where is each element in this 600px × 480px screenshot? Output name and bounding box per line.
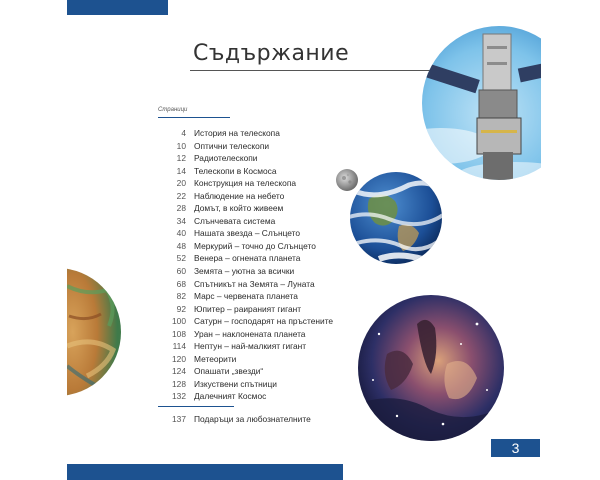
toc-page-number: 124 <box>172 366 186 377</box>
venus-image <box>67 266 123 398</box>
toc-page-number: 128 <box>172 378 186 389</box>
toc-title: Нашата звезда – Слънцето <box>194 228 301 239</box>
toc-entry[interactable] <box>158 252 358 265</box>
toc-page-number: 132 <box>172 391 186 402</box>
toc-title: Далечният Космос <box>194 391 267 402</box>
bottom-accent-bar <box>67 464 343 480</box>
toc-title: Наблюдение на небето <box>194 190 285 201</box>
pages-label-rule <box>158 117 230 118</box>
toc-entry[interactable] <box>158 190 358 203</box>
toc-title: Конструкция на телескопа <box>194 178 297 189</box>
page-title: Съдържание <box>193 41 350 66</box>
toc-title: Метеорити <box>194 353 237 364</box>
toc-entry[interactable] <box>158 202 358 215</box>
toc-title: Земята – уютна за всички <box>194 266 295 277</box>
toc-page-number: 10 <box>176 140 186 151</box>
toc-entry[interactable] <box>158 278 358 291</box>
toc-entry[interactable] <box>158 240 358 253</box>
toc-page-number: 60 <box>176 266 186 277</box>
toc-page-number: 48 <box>176 240 186 251</box>
toc-entry[interactable] <box>158 165 358 178</box>
toc-title: Радиотелескопи <box>194 153 258 164</box>
toc-entry[interactable] <box>158 365 358 378</box>
toc-page-number: 137 <box>172 414 186 424</box>
toc-page-number: 82 <box>176 291 186 302</box>
toc-page-number: 20 <box>176 178 186 189</box>
toc-entry[interactable] <box>158 303 358 316</box>
toc-page-number: 120 <box>172 353 186 364</box>
toc-entry[interactable] <box>158 328 358 341</box>
toc-page-number: 40 <box>176 228 186 239</box>
toc-entry[interactable] <box>158 353 358 366</box>
toc-page-number: 22 <box>176 190 186 201</box>
toc-page-number: 4 <box>181 128 186 138</box>
toc-page-number: 34 <box>176 215 186 226</box>
toc-page-number: 68 <box>176 278 186 289</box>
toc-entry[interactable] <box>158 152 358 165</box>
toc-appendix <box>158 413 378 426</box>
toc-title: Венера – огнената планета <box>194 253 301 264</box>
toc-entry[interactable] <box>158 413 378 426</box>
toc-page-number: 28 <box>176 203 186 214</box>
toc-title: История на телескопа <box>194 128 280 138</box>
toc-page-number: 14 <box>176 165 186 176</box>
toc-page-number: 52 <box>176 253 186 264</box>
toc-page-number: 92 <box>176 303 186 314</box>
toc-title: Сатурн – господарят на пръстените <box>194 316 334 327</box>
toc-entry[interactable] <box>158 127 358 140</box>
nebula-image <box>357 294 505 442</box>
toc-entry[interactable] <box>158 227 358 240</box>
toc-entry[interactable] <box>158 265 358 278</box>
toc-entry[interactable] <box>158 140 358 153</box>
toc-title: Слънчевата система <box>194 215 276 226</box>
toc-title: Марс – червената планета <box>194 291 298 302</box>
pages-column-label: Страници <box>158 107 188 113</box>
toc-entry[interactable] <box>158 378 358 391</box>
toc-title: Спътникът на Земята – Луната <box>194 278 315 289</box>
toc-entry[interactable] <box>158 340 358 353</box>
toc-entry[interactable] <box>158 177 358 190</box>
toc-entry[interactable] <box>158 215 358 228</box>
toc-page-number: 114 <box>172 341 186 352</box>
toc-title: Изкуствени спътници <box>194 378 277 389</box>
toc-entry[interactable] <box>158 315 358 328</box>
toc-title: Домът, в който живеем <box>194 203 284 214</box>
toc-entry[interactable] <box>158 290 358 303</box>
top-accent-bar <box>67 0 168 15</box>
toc-title: Опашати „звезди“ <box>194 366 264 377</box>
table-of-contents <box>158 127 358 403</box>
toc-title: Подаръци за любознателните <box>194 414 311 424</box>
toc-title: Оптични телескопи <box>194 140 270 151</box>
toc-page-number: 100 <box>172 316 186 327</box>
toc-title: Уран – наклонената планета <box>194 328 306 339</box>
hubble-telescope-image <box>421 26 541 186</box>
toc-divider <box>158 406 234 407</box>
toc-title: Нептун – най-малкият гигант <box>194 341 307 352</box>
toc-title: Юпитер – раираният гигант <box>194 303 302 314</box>
toc-title: Меркурий – точно до Слънцето <box>194 240 316 251</box>
toc-entry[interactable] <box>158 390 358 403</box>
page-number: 3 <box>491 439 540 457</box>
toc-page-number: 12 <box>176 153 186 164</box>
toc-page-number: 108 <box>172 328 186 339</box>
earth-image <box>349 171 443 265</box>
toc-title: Телескопи в Космоса <box>194 165 277 176</box>
title-rule <box>190 70 440 71</box>
